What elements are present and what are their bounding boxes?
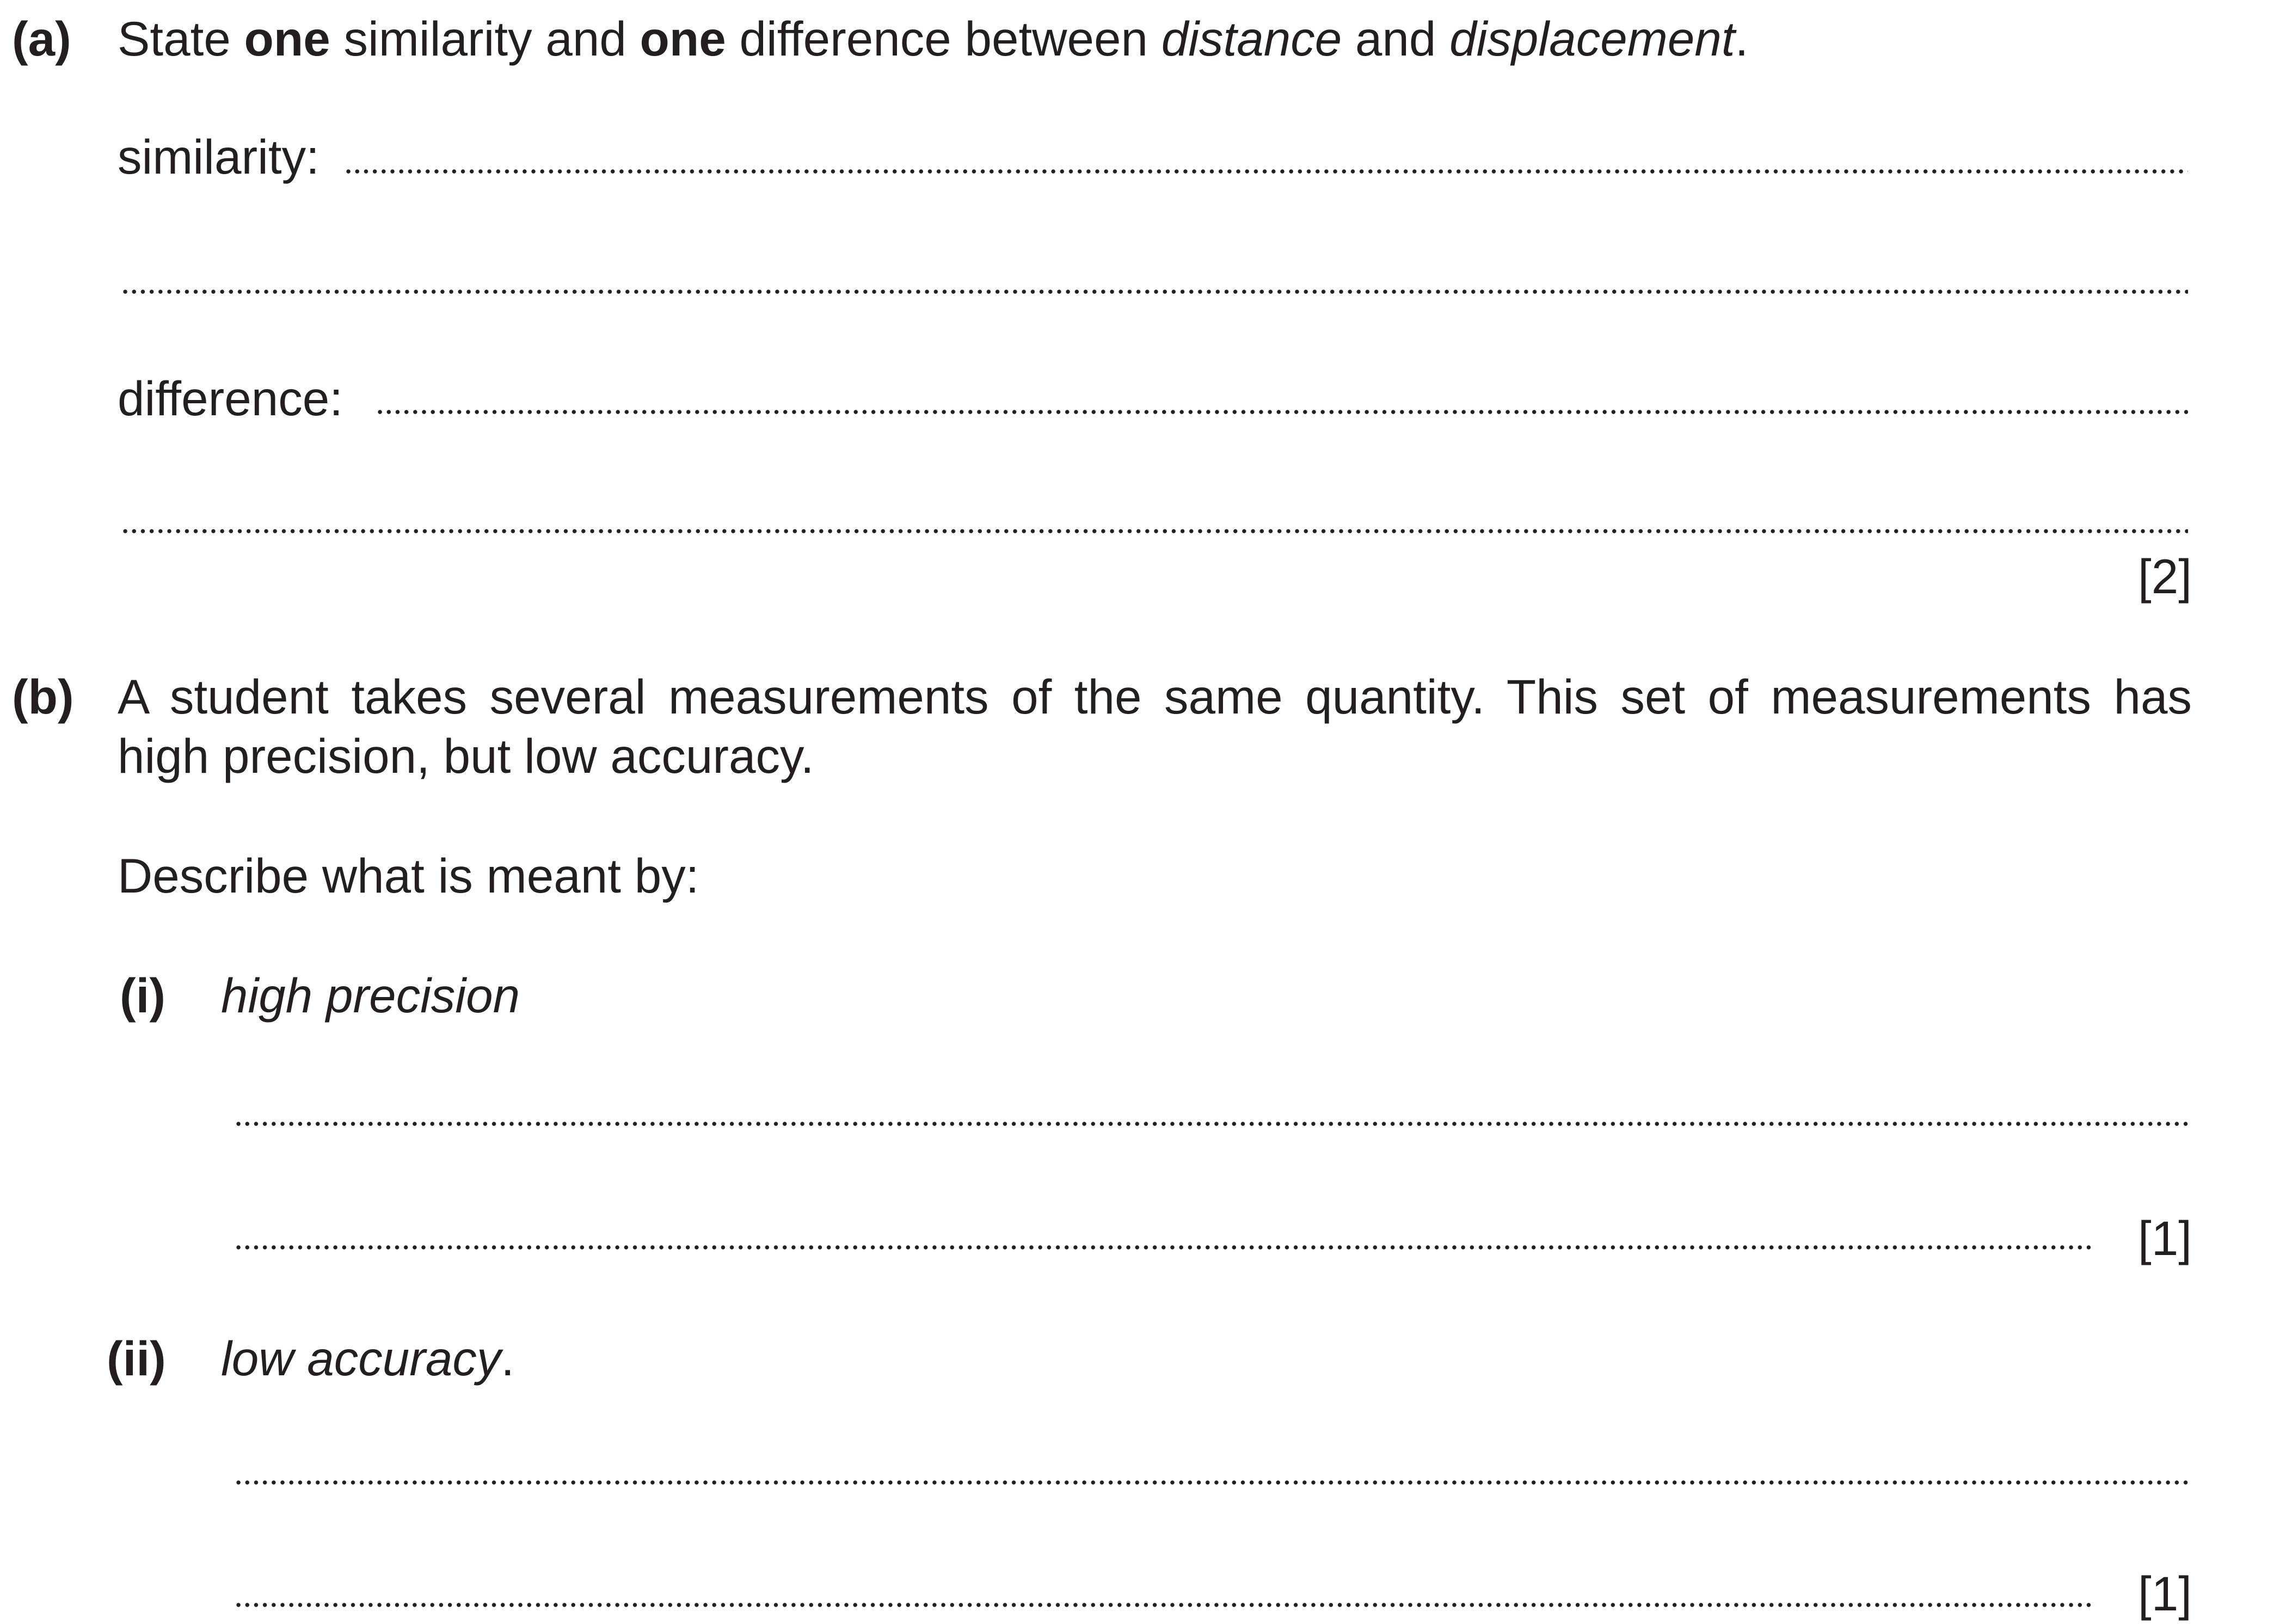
difference-answer-line[interactable] xyxy=(121,528,2188,534)
part-b-stem-line2: high precision, but low accuracy. xyxy=(118,729,814,783)
high-precision-answer-line[interactable] xyxy=(234,1245,2096,1250)
describe-instruction: Describe what is meant by: xyxy=(118,848,699,903)
term-distance: distance xyxy=(1161,11,1342,66)
part-a-label: (a) xyxy=(12,11,71,66)
question-text: . xyxy=(1735,11,1749,66)
similarity-answer-line[interactable] xyxy=(344,169,2188,174)
low-accuracy-answer-line[interactable] xyxy=(234,1602,2096,1608)
sub-ii-label: (ii) xyxy=(107,1331,166,1386)
high-precision-answer-line[interactable] xyxy=(234,1121,2188,1127)
term-high-precision: high precision xyxy=(221,968,520,1023)
term-low-accuracy: low accuracy xyxy=(221,1331,501,1386)
term-suffix: . xyxy=(501,1331,515,1386)
sub-i-marks: [1] xyxy=(2138,1211,2192,1265)
question-emphasis-one: one xyxy=(244,11,330,66)
part-a-marks: [2] xyxy=(2138,549,2192,604)
term-displacement: displacement xyxy=(1449,11,1735,66)
question-text: difference between xyxy=(726,11,1162,66)
similarity-label: similarity: xyxy=(118,130,319,184)
similarity-answer-line[interactable] xyxy=(121,289,2188,294)
question-text: and xyxy=(1342,11,1450,66)
low-accuracy-answer-line[interactable] xyxy=(234,1480,2188,1485)
question-emphasis-one: one xyxy=(640,11,726,66)
sub-ii-term xyxy=(221,1331,515,1386)
question-text: State xyxy=(118,11,244,66)
difference-label: difference: xyxy=(118,371,343,426)
sub-ii-marks: [1] xyxy=(2138,1566,2192,1621)
part-b-stem-line1: A student takes several measurements of the same quantity. This set of measurements has xyxy=(118,669,2192,724)
part-b-label: (b) xyxy=(12,669,74,724)
difference-answer-line[interactable] xyxy=(376,409,2188,415)
part-a-question xyxy=(118,11,1749,66)
sub-i-label: (i) xyxy=(120,968,166,1023)
question-text: similarity and xyxy=(330,11,640,66)
